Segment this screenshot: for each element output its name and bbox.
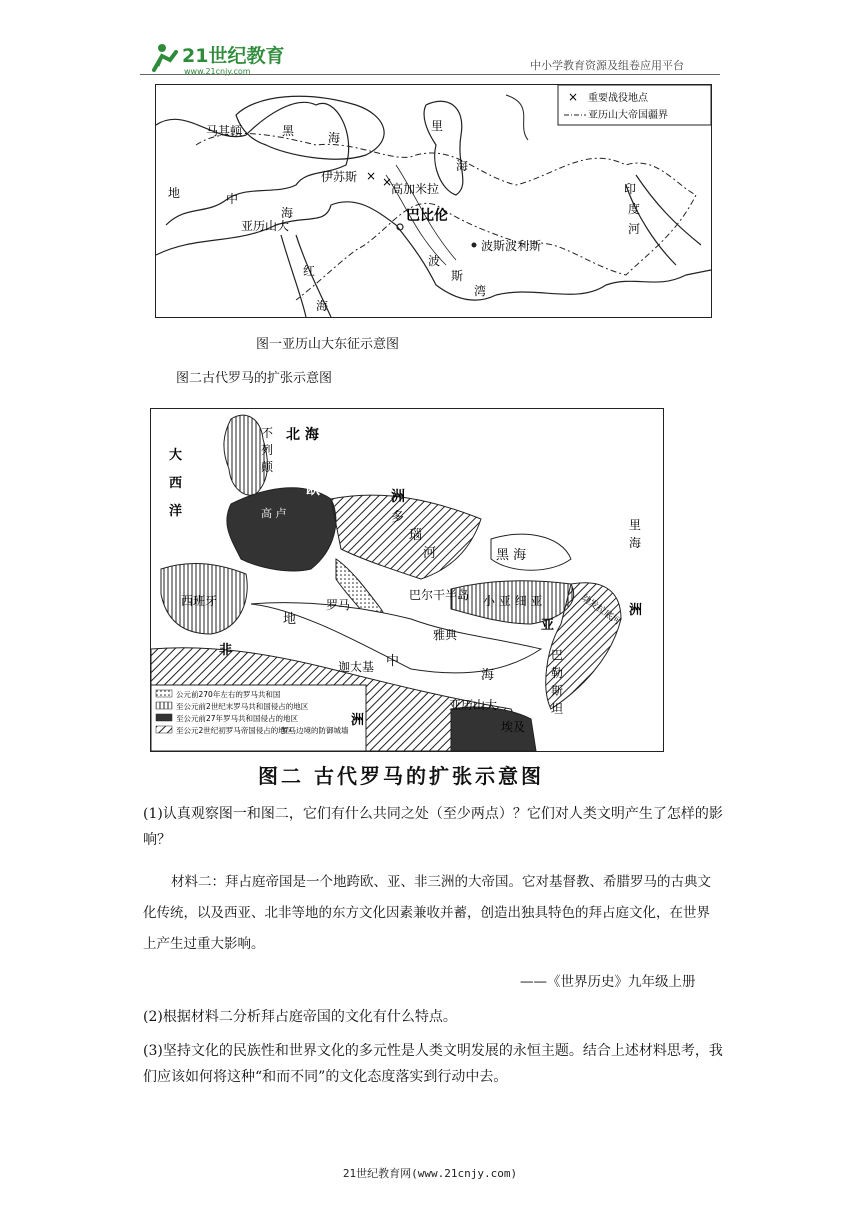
label-alexandria: 亚历山大 bbox=[241, 219, 290, 233]
question-3: (3)坚持文化的民族性和世界文化的多元性是人类文明发展的永恒主题。结合上述材料思考，我们应该如何将这种“和而不同”的文化态度落实到行动中去。 bbox=[143, 1043, 723, 1085]
label-gulf-1: 波 bbox=[428, 254, 441, 268]
label-med-1: 地 bbox=[168, 186, 181, 200]
label-atlantic-1: 大 bbox=[169, 448, 183, 463]
rome-expansion-map bbox=[150, 408, 664, 752]
legend-2nd-century-ad: 至公元2世纪初罗马帝国侵占的地区 bbox=[176, 726, 294, 735]
label-gaul: 高 卢 bbox=[261, 507, 287, 520]
map2-title: 图二 古代罗马的扩张示意图 bbox=[258, 764, 544, 788]
label-red-1: 红 bbox=[303, 264, 316, 278]
label-europe-2: 洲 bbox=[391, 489, 405, 505]
label-palestine-3: 斯 bbox=[551, 684, 564, 698]
label-asia-minor: 小 亚 细 亚 bbox=[483, 594, 543, 608]
figure-2-caption: 图二古代罗马的扩张示意图 bbox=[176, 371, 333, 386]
material-2: 材料二：拜占庭帝国是一个地跨欧、亚、非三洲的大帝国。它对基督教、希腊罗马的古典文化传统，以及西亚、北非等地的东方文化因素兼收并蓄，创造出独具特色的拜占庭文化，在世界上产生过重大影响。 bbox=[143, 874, 711, 952]
label-europe-1: 欧 bbox=[306, 482, 320, 498]
label-britain-2: 列 bbox=[261, 443, 274, 457]
alexander-campaign-map bbox=[155, 84, 712, 318]
label-atlantic-2: 西 bbox=[169, 476, 183, 491]
label-balkan: 巴尔干半岛 bbox=[409, 588, 470, 602]
legend-wall: 罗马边境的防御城墙 bbox=[281, 726, 349, 735]
label-caspian-2: 海 bbox=[629, 536, 642, 550]
svg-text:×: × bbox=[366, 169, 377, 183]
label-africa-1: 非 bbox=[219, 643, 233, 658]
label-danube-3: 河 bbox=[423, 546, 437, 561]
label-carthage: 迦太基 bbox=[338, 660, 375, 674]
label-palestine-1: 巴 bbox=[551, 648, 564, 662]
label-med-2: 中 bbox=[386, 654, 400, 669]
label-caspian-1: 里 bbox=[431, 119, 444, 133]
label-britain-3: 颠 bbox=[261, 460, 274, 474]
page-footer: 21世纪教育网(www.21cnjy.com) bbox=[342, 1167, 518, 1180]
label-med-3: 海 bbox=[281, 206, 294, 220]
label-euphrates: 幼发拉底河 bbox=[579, 593, 622, 628]
label-palestine-4: 坦 bbox=[551, 702, 564, 716]
material-source: ——《世界历史》九年级上册 bbox=[520, 974, 696, 990]
label-gaugamela: 高加米拉 bbox=[391, 182, 440, 196]
label-asia-2: 洲 bbox=[629, 603, 643, 618]
label-med-2: 中 bbox=[226, 192, 239, 206]
label-alexandria: 亚历山大 bbox=[449, 698, 498, 712]
site-logo bbox=[148, 38, 288, 78]
label-indus-3: 河 bbox=[628, 222, 641, 236]
label-macedonia: 马其顿 bbox=[206, 124, 243, 138]
label-babylon: 巴比伦 bbox=[406, 208, 448, 224]
logo-sub: www.21cnjy.com bbox=[184, 67, 251, 76]
label-med-1: 地 bbox=[283, 612, 297, 627]
label-red-2: 海 bbox=[316, 299, 329, 313]
label-spain: 西班牙 bbox=[181, 594, 218, 608]
legend-battle: 重要战役地点 bbox=[588, 93, 648, 104]
label-indus-2: 度 bbox=[628, 202, 641, 216]
logo-text: 21世纪教育 bbox=[182, 45, 285, 67]
label-britain-1: 不 bbox=[261, 426, 274, 440]
label-africa-2: 洲 bbox=[351, 713, 365, 728]
label-caspian-1: 里 bbox=[629, 518, 642, 532]
label-issus: 伊苏斯 bbox=[321, 170, 358, 184]
figure-1-caption: 图一亚历山大东征示意图 bbox=[256, 337, 400, 352]
header-divider bbox=[140, 74, 720, 75]
legend-2nd-century-bc: 至公元前2世纪末罗马共和国侵占的地区 bbox=[176, 702, 309, 711]
svg-text:×: × bbox=[382, 175, 393, 189]
label-palestine-2: 勒 bbox=[551, 666, 564, 680]
legend-27bc: 至公元前27年罗马共和国侵占的地区 bbox=[176, 714, 299, 723]
label-black-sea: 黑 海 bbox=[496, 548, 527, 563]
label-north-sea: 北 海 bbox=[286, 427, 319, 443]
label-black-sea-2: 海 bbox=[328, 131, 341, 145]
legend-270bc: 公元前270年左右的罗马共和国 bbox=[176, 690, 281, 699]
question-1: (1)认真观察图一和图二，它们有什么共同之处（至少两点）？它们对人类文明产生了怎样的影响？ bbox=[143, 806, 723, 848]
label-gulf-2: 斯 bbox=[451, 269, 464, 283]
label-egypt: 埃及 bbox=[501, 720, 526, 734]
label-indus-1: 印 bbox=[624, 182, 637, 196]
platform-name: 中小学教育资源及组卷应用平台 bbox=[530, 59, 684, 72]
label-black-sea: 黑 bbox=[282, 124, 295, 138]
label-danube-1: 多 bbox=[391, 510, 405, 525]
label-caspian-2: 海 bbox=[456, 159, 469, 173]
label-persepolis: 波斯波利斯 bbox=[481, 239, 542, 253]
svg-text:×: × bbox=[568, 90, 579, 104]
label-rome: 罗马 bbox=[326, 598, 351, 612]
label-danube-2: 瑙 bbox=[409, 528, 423, 543]
label-asia-1: 亚 bbox=[541, 618, 555, 633]
label-atlantic-3: 洋 bbox=[169, 504, 183, 519]
label-gulf-3: 湾 bbox=[474, 284, 487, 298]
question-2: (2)根据材料二分析拜占庭帝国的文化有什么特点。 bbox=[143, 1009, 457, 1025]
legend-border: 亚历山大帝国疆界 bbox=[588, 110, 668, 121]
label-med-3: 海 bbox=[481, 668, 495, 683]
label-athens: 雅典 bbox=[433, 628, 458, 642]
